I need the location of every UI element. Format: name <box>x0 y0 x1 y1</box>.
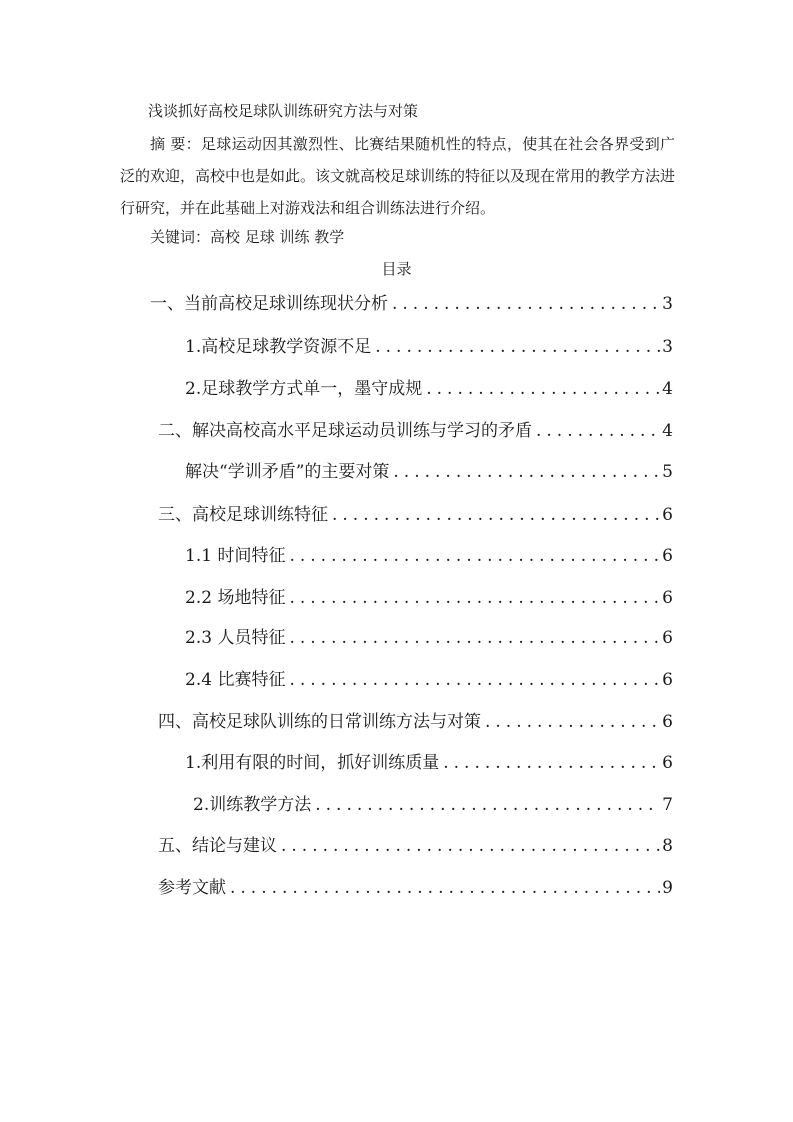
toc-entry-label: 2.足球教学方式单一，墨守成规 <box>185 379 423 399</box>
toc-entry-label: 2.3 人员特征 <box>185 628 286 648</box>
toc-entry-page: 9 <box>662 878 673 898</box>
toc-entry-page: 3 <box>662 294 673 314</box>
toc-entry-page: 8 <box>662 836 673 856</box>
dot-leader <box>226 875 660 901</box>
toc-entry-label: 2.2 场地特征 <box>185 588 286 608</box>
toc-heading: 目录 <box>381 260 412 278</box>
toc-entry[interactable] <box>185 585 673 611</box>
toc-entry[interactable] <box>158 502 673 528</box>
toc-entry-page: 5 <box>662 462 673 482</box>
toc-entry[interactable] <box>185 750 673 776</box>
dot-leader <box>422 376 660 402</box>
toc-entry-label: 1.利用有限的时间，抓好训练质量 <box>185 753 440 773</box>
dot-leader <box>328 502 660 528</box>
toc-entry-label: 2.训练教学方法 <box>193 795 312 815</box>
toc-entry-page: 7 <box>662 795 673 815</box>
abstract-paragraph: 摘 要：足球运动因其激烈性、比赛结果随机性的特点，使其在社会各界受到广泛的欢迎，高校中也是如此。该文就高校足球训练的特征以及现在常用的教学方法进行研究，并在此基础上对游戏法和组合训练法进行介绍。 <box>120 135 676 217</box>
toc-entry-page: 6 <box>662 546 673 566</box>
toc-entry[interactable] <box>193 792 673 818</box>
dot-leader <box>389 459 660 485</box>
toc-entry[interactable] <box>185 334 673 360</box>
keywords-line: 关键词：高校 足球 训练 教学 <box>150 228 345 246</box>
toc-entry[interactable] <box>158 709 673 735</box>
toc-entry[interactable] <box>185 459 673 485</box>
toc-entry-page: 6 <box>662 588 673 608</box>
toc-entry[interactable] <box>185 667 673 693</box>
toc-entry-label: 解决“学训矛盾”的主要对策 <box>185 462 390 482</box>
dot-leader <box>371 334 660 360</box>
dot-leader <box>388 291 660 317</box>
toc-entry-page: 3 <box>662 337 673 357</box>
toc-entry-label: 参考文献 <box>158 878 226 898</box>
toc-entry-page: 4 <box>662 421 673 441</box>
toc-entry[interactable] <box>185 376 673 402</box>
toc-entry-label: 1.1 时间特征 <box>185 546 286 566</box>
toc-entry[interactable] <box>185 625 673 651</box>
toc-entry[interactable] <box>158 833 673 859</box>
toc-entry-label: 二、解决高校高水平足球运动员训练与学习的矛盾 <box>158 421 532 441</box>
toc-entry-label: 五、结论与建议 <box>158 836 277 856</box>
dot-leader <box>532 418 660 444</box>
toc-entry-label: 1.高校足球教学资源不足 <box>185 337 372 357</box>
toc-entry[interactable] <box>150 291 673 317</box>
toc-entry[interactable] <box>185 543 673 569</box>
dot-leader <box>481 709 660 735</box>
document-title: 浅谈抓好高校足球队训练研究方法与对策 <box>148 102 419 120</box>
toc-entry-page: 6 <box>662 505 673 525</box>
dot-leader <box>311 792 660 818</box>
toc-entry-page: 6 <box>662 753 673 773</box>
dot-leader <box>285 543 660 569</box>
dot-leader <box>285 585 660 611</box>
toc-entry-label: 一、当前高校足球训练现状分析 <box>150 294 388 314</box>
toc-entry-page: 4 <box>662 379 673 399</box>
toc-entry-label: 四、高校足球队训练的日常训练方法与对策 <box>158 712 481 732</box>
dot-leader <box>277 833 660 859</box>
toc-entry[interactable] <box>158 875 673 901</box>
toc-entry-page: 6 <box>662 712 673 732</box>
dot-leader <box>439 750 660 776</box>
dot-leader <box>285 625 660 651</box>
dot-leader <box>285 667 660 693</box>
toc-entry-page: 6 <box>662 670 673 690</box>
toc-entry-page: 6 <box>662 628 673 648</box>
toc-entry[interactable] <box>158 418 673 444</box>
toc-entry-label: 2.4 比赛特征 <box>185 670 286 690</box>
toc-entry-label: 三、高校足球训练特征 <box>158 505 328 525</box>
